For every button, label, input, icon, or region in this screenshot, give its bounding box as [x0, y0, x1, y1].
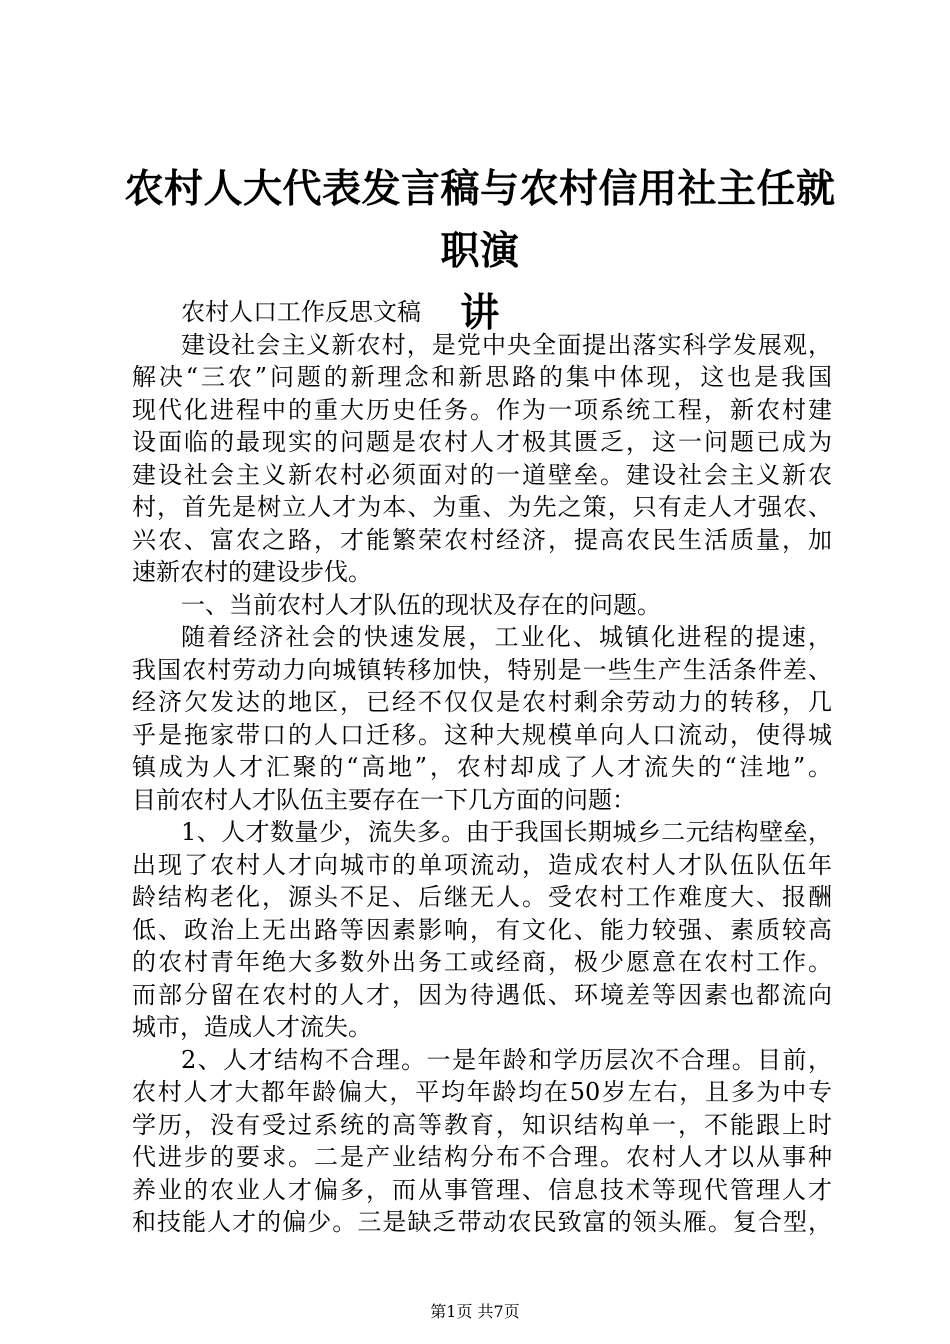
body-text-line: 一、当前农村人才队伍的现状及存在的问题。 — [181, 590, 661, 619]
body-text-line: 镇成为人才汇聚的“高地”，农村却成了人才流失的“洼地”。 — [132, 753, 832, 781]
body-text-line: 设面临的最现实的问题是农村人才极其匮乏，这一问题已成为 — [132, 428, 832, 456]
body-text-line: 农村人才大都年龄偏大，平均年龄均在50岁左右，且多为中专 — [132, 1078, 832, 1106]
body-text-line: 低、政治上无出路等因素影响，有文化、能力较强、素质较高 — [132, 915, 832, 944]
body-text-line: 兴农、富农之路，才能繁荣农村经济，提高农民生活质量，加 — [132, 525, 832, 554]
body-text-line: 解决“三农”问题的新理念和新思路的集中体现，这也是我国 — [132, 363, 832, 391]
body-text-line: 村，首先是树立人才为本、为重、为先之策，只有走人才强农、 — [132, 493, 832, 521]
body-text-line: 乎是拖家带口的人口迁移。这种大规模单向人口流动，使得城 — [132, 720, 832, 749]
body-text-line: 1、人才数量少，流失多。由于我国长期城乡二元结构壁垒， — [181, 818, 832, 846]
body-text-line: 龄结构老化，源头不足、后继无人。受农村工作难度大、报酬 — [132, 883, 832, 911]
body-text-line: 建设社会主义新农村，是党中央全面提出落实科学发展观， — [181, 330, 832, 359]
title-line-2: 讲 — [460, 290, 500, 336]
body-text-line: 现代化进程中的重大历史任务。作为一项系统工程，新农村建 — [132, 395, 832, 424]
body-text-line: 经济欠发达的地区，已经不仅仅是农村剩余劳动力的转移，几 — [132, 688, 832, 716]
body-text-line: 速新农村的建设步伐。 — [132, 558, 372, 586]
body-text-line: 的农村青年绝大多数外出务工或经商，极少愿意在农村工作。 — [132, 948, 832, 976]
body-text-line: 2、人才结构不合理。一是年龄和学历层次不合理。目前， — [181, 1045, 832, 1074]
body-text-line: 代进步的要求。二是产业结构分布不合理。农村人才以从事种 — [132, 1143, 832, 1171]
body-text-line: 养业的农业人才偏多，而从事管理、信息技术等现代管理人才 — [132, 1175, 832, 1204]
body-text-line: 我国农村劳动力向城镇转移加快，特别是一些生产生活条件差、 — [132, 655, 832, 684]
body-text-line: 和技能人才的偏少。三是缺乏带动农民致富的领头雁。复合型， — [132, 1208, 832, 1236]
body-text-line: 建设社会主义新农村必须面对的一道壁垒。建设社会主义新农 — [132, 460, 832, 489]
page-footer: 第1页 共7页 — [430, 1302, 520, 1321]
body-text-line: 出现了农村人才向城市的单项流动，造成农村人才队伍队伍年 — [132, 850, 832, 879]
body-text-line: 农村人口工作反思文稿 — [181, 298, 421, 326]
body-text-line: 学历，没有受过系统的高等教育，知识结构单一，不能跟上时 — [132, 1110, 832, 1139]
body-text-line: 城市，造成人才流失。 — [132, 1013, 372, 1041]
document-body — [132, 296, 832, 1239]
body-text-line: 目前农村人才队伍主要存在一下几方面的问题： — [132, 785, 636, 814]
title-line-1: 农村人大代表发言稿与农村信用社主任就职演 — [124, 166, 836, 274]
body-text-line: 而部分留在农村的人才，因为待遇低、环境差等因素也都流向 — [132, 980, 832, 1009]
body-text-line: 随着经济社会的快速发展，工业化、城镇化进程的提速， — [181, 623, 832, 651]
